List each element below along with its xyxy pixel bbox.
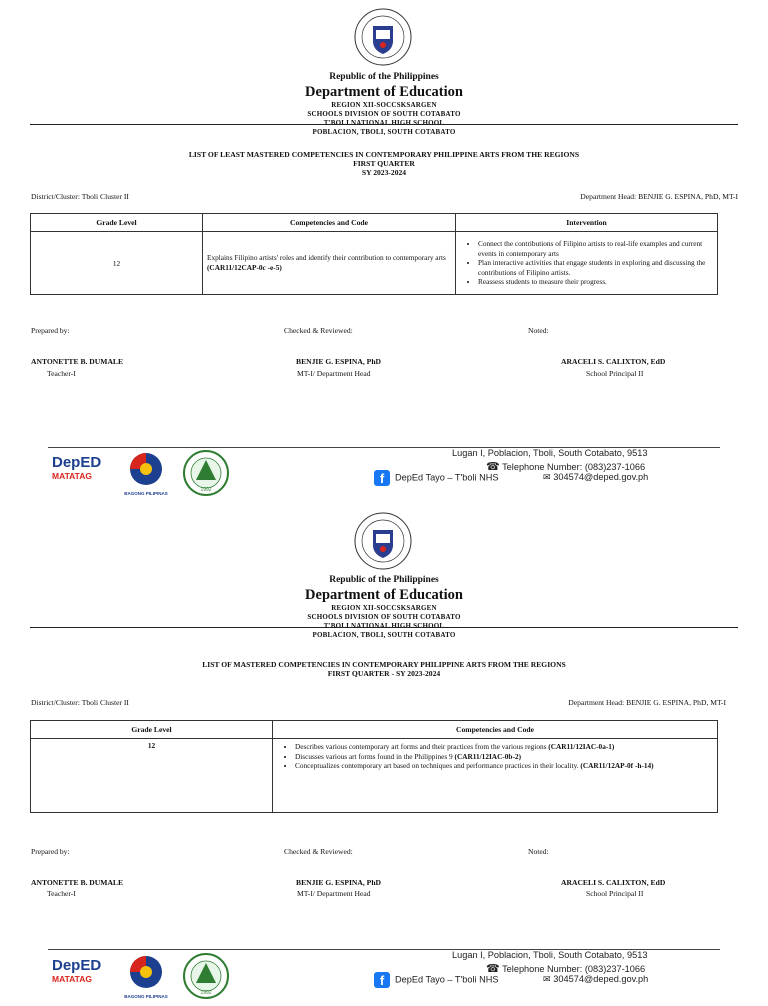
checker-name: BENJIE G. ESPINA, PhD <box>296 357 382 366</box>
mail-icon: ✉ <box>543 472 551 482</box>
prepared-by-label: Prepared by: <box>31 847 70 856</box>
checker-title: MT-I/ Department Head <box>297 889 371 898</box>
matatag-text: MATATAG <box>52 471 92 481</box>
bagong-pilipinas-text: BAGONG PILIPINAS <box>124 491 168 496</box>
telephone-icon: ☎ <box>486 963 500 975</box>
mail-icon: ✉ <box>543 974 551 984</box>
school-seal-icon <box>180 450 232 496</box>
footer-email <box>543 974 648 985</box>
list-item <box>295 761 713 771</box>
mastered-table <box>30 720 718 813</box>
deped-seal-icon <box>354 512 412 570</box>
list-item: • Plan interactive activities that engage students in exploring and discussing the contributions of Filipino artists. <box>478 258 713 277</box>
preparer-name: ANTONETTE B. DUMALE <box>31 357 124 366</box>
department-title: Department of Education <box>305 84 463 100</box>
bagong-pilipinas-text: BAGONG PILIPINAS <box>124 994 168 999</box>
facebook-text: DepEd Tayo – T'boli NHS <box>395 974 499 985</box>
telephone-text: Telephone Number: (083)237-1066 <box>502 964 646 974</box>
competency-code: (CAR11/12CAP-0c -e-5) <box>207 263 282 272</box>
column-header: Competencies and Code <box>203 214 456 232</box>
column-header: Grade Level <box>31 214 203 232</box>
grade-cell: 12 <box>31 739 273 813</box>
address-label: POBLACION, TBOLI, SOUTH COTABATO <box>312 631 456 639</box>
email-text: 304574@deped.gov.ph <box>553 472 649 482</box>
checked-label: Checked & Reviewed: <box>284 326 353 335</box>
republic-label: Republic of the Philippines <box>329 575 439 585</box>
footer-address: Lugan I, Poblacion, Tboli, South Cotabato, 9513 <box>452 448 648 458</box>
column-header: Grade Level <box>31 721 273 739</box>
bagong-pilipinas-icon <box>120 955 172 997</box>
table-header-row <box>31 721 718 739</box>
column-header: Competencies and Code <box>273 721 718 739</box>
region-label: REGION XII-SOCCSKSARGEN <box>331 101 437 109</box>
checked-label: Checked & Reviewed: <box>284 847 353 856</box>
preparer-title: Teacher-I <box>47 369 76 378</box>
header-divider <box>30 627 738 628</box>
list-item <box>295 742 713 752</box>
district-label: District/Cluster: Tboli Cluster II <box>31 698 129 707</box>
deped-seal-icon <box>354 8 412 66</box>
prepared-by-label: Prepared by: <box>31 326 70 335</box>
deped-logo-text: DepED <box>52 957 102 974</box>
department-head-label: Department Head: BENJIE G. ESPINA, PhD, MT-I <box>580 192 738 201</box>
school-seal-year: 1992 <box>200 487 212 493</box>
preparer-name: ANTONETTE B. DUMALE <box>31 878 124 887</box>
document-page-2 <box>0 503 768 1006</box>
telephone-text: Telephone Number: (083)237-1066 <box>502 462 646 472</box>
noter-title: School Principal II <box>586 369 644 378</box>
table-row <box>31 232 718 295</box>
noter-name: ARACELI S. CALIXTON, EdD <box>561 878 666 887</box>
quarter-label: FIRST QUARTER <box>353 159 415 168</box>
table-row <box>31 739 718 813</box>
division-label: SCHOOLS DIVISION OF SOUTH COTABATO <box>307 110 461 118</box>
grade-cell: 12 <box>31 232 203 295</box>
competency-text: Describes various contemporary art forms and their practices from the various regions <box>295 742 549 751</box>
competency-text: Conceptualizes contemporary art based on techniques and performance practices in their locality. <box>295 761 581 770</box>
list-item: • Connect the contributions of Filipino artists to real-life examples and current events in contemporary arts <box>478 239 713 258</box>
competency-list <box>277 742 713 771</box>
deped-logo-icon <box>52 455 112 491</box>
competency-code: (CAR11/12IAC-0b-2) <box>454 751 521 761</box>
deped-logo-text: DepED <box>52 454 102 471</box>
school-seal-year: 1992 <box>200 990 212 996</box>
quarter-label: FIRST QUARTER - SY 2023-2024 <box>327 669 441 678</box>
checker-title: MT-I/ Department Head <box>297 369 371 378</box>
footer-email <box>543 472 648 483</box>
republic-label: Republic of the Philippines <box>329 72 439 82</box>
school-label: T'BOLI NATIONAL HIGH SCHOOL <box>323 119 445 127</box>
competency-code: (CAR11/12IAC-0a-1) <box>548 742 615 751</box>
region-label: REGION XII-SOCCSKSARGEN <box>331 604 437 612</box>
table-header-row <box>31 214 718 232</box>
noter-name: ARACELI S. CALIXTON, EdD <box>561 357 666 366</box>
preparer-title: Teacher-I <box>47 889 76 898</box>
document-title: LIST OF LEAST MASTERED COMPETENCIES IN CONTEMPORARY PHILIPPINE ARTS FROM THE REGIONS <box>188 150 580 159</box>
noted-label: Noted: <box>528 326 549 335</box>
facebook-icon: f <box>374 470 390 486</box>
address-label: POBLACION, TBOLI, SOUTH COTABATO <box>312 128 456 136</box>
intervention-cell <box>456 232 718 295</box>
checker-name: BENJIE G. ESPINA, PhD <box>296 878 382 887</box>
matatag-text: MATATAG <box>52 974 92 984</box>
document-title: LIST OF MASTERED COMPETENCIES IN CONTEMPORARY PHILIPPINE ARTS FROM THE REGIONS <box>202 660 566 669</box>
competency-text: Discusses various art forms found in the Philippines 9 <box>295 751 455 761</box>
competency-code: (CAR11/12AP-0f -h-14) <box>580 761 654 770</box>
column-header: Intervention <box>456 214 718 232</box>
department-title: Department of Education <box>305 587 463 603</box>
list-item: • Reassess students to measure their progress. <box>478 277 713 287</box>
email-text: 304574@deped.gov.ph <box>553 974 649 984</box>
school-year-label: SY 2023-2024 <box>361 168 407 177</box>
intervention-list <box>460 239 713 287</box>
noted-label: Noted: <box>528 847 549 856</box>
header-divider <box>30 124 738 125</box>
footer-facebook <box>374 972 499 988</box>
school-label: T'BOLI NATIONAL HIGH SCHOOL <box>323 622 445 630</box>
bagong-pilipinas-icon <box>120 452 172 494</box>
noter-title: School Principal II <box>586 889 644 898</box>
division-label: SCHOOLS DIVISION OF SOUTH COTABATO <box>307 613 461 621</box>
competency-cell <box>273 739 718 813</box>
least-mastered-table <box>30 213 718 295</box>
telephone-icon: ☎ <box>486 461 500 473</box>
facebook-text: DepEd Tayo – T'boli NHS <box>395 472 499 483</box>
facebook-icon: f <box>374 972 390 988</box>
footer-facebook <box>374 470 499 486</box>
department-head-label: Department Head: BENJIE G. ESPINA, PhD, MT-I <box>568 698 726 707</box>
deped-logo-icon <box>52 958 112 994</box>
competency-text: Explains Filipino artists' roles and identify their contribution to contemporary arts <box>207 253 446 262</box>
school-seal-icon <box>180 953 232 999</box>
competency-cell <box>203 232 456 295</box>
district-label: District/Cluster: Tboli Cluster II <box>31 192 129 201</box>
list-item <box>295 752 713 762</box>
footer-address: Lugan I, Poblacion, Tboli, South Cotabato, 9513 <box>452 950 648 960</box>
